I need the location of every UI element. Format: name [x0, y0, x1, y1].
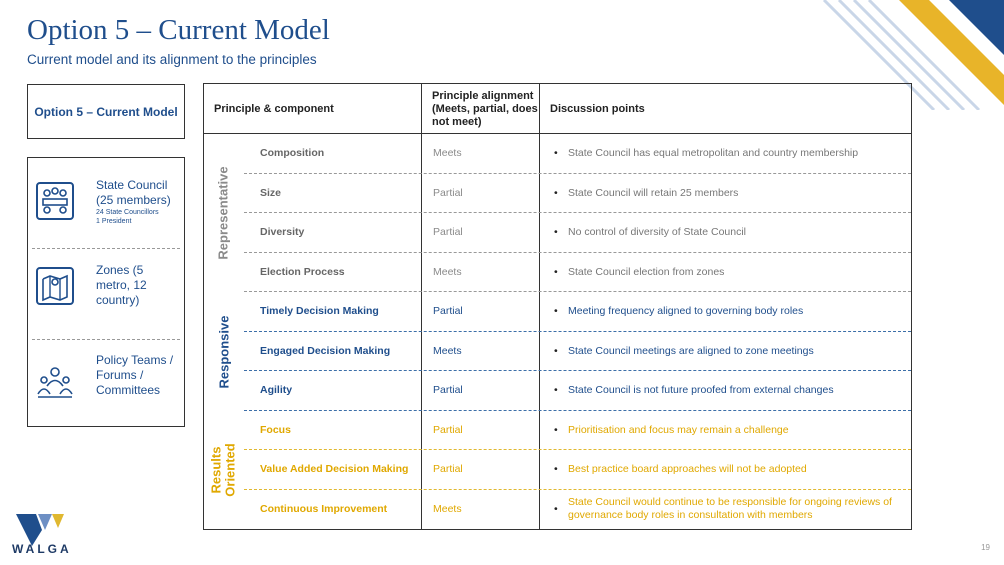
table-row: [244, 371, 911, 411]
page-title: Option 5 – Current Model: [27, 14, 330, 46]
cell-discussion: • State Council will retain 25 members: [550, 174, 910, 214]
cell-component: Continuous Improvement: [260, 502, 388, 515]
council-text: [96, 178, 180, 226]
teams-title: Policy Teams / Forums / Committees: [96, 353, 174, 397]
table-row: [244, 134, 911, 174]
header-component: Principle & component: [214, 102, 334, 115]
council-sub1: 24 State Councillors: [96, 209, 159, 216]
principles-table: [203, 83, 912, 530]
cell-alignment: Partial: [433, 463, 463, 476]
cell-component: Timely Decision Making: [260, 305, 379, 318]
cell-alignment: Partial: [433, 384, 463, 397]
table-header: [204, 84, 911, 134]
structure-panel: [27, 157, 185, 427]
header-discussion: Discussion points: [550, 102, 645, 115]
table-row: [244, 332, 911, 372]
cell-component: Size: [260, 186, 282, 199]
cell-alignment: Meets: [433, 502, 462, 515]
cell-component: Diversity: [260, 226, 305, 239]
cell-component: Agility: [260, 384, 293, 397]
council-section: [28, 158, 184, 248]
table-row: [244, 411, 911, 451]
cell-discussion: • Prioritisation and focus may remain a challenge: [550, 411, 910, 451]
page-number: 19: [981, 543, 990, 552]
cell-discussion: • State Council would continue to be responsible for ongoing reviews of governance body roles in consultation with members: [550, 490, 910, 530]
cell-component: Focus: [260, 423, 291, 436]
council-title: State Council (25 members): [96, 178, 171, 207]
header-alignment: Principle alignment (Meets, partial, does not meet): [432, 89, 538, 128]
cell-discussion: • Meeting frequency aligned to governing body roles: [550, 292, 910, 332]
table-row: [244, 490, 911, 530]
cell-alignment: Partial: [433, 226, 463, 239]
group-results-oriented: Results Oriented: [209, 443, 239, 497]
group-responsive: Responsive: [216, 315, 232, 388]
cell-discussion: • No control of diversity of State Council: [550, 213, 910, 253]
cell-component: Engaged Decision Making: [260, 344, 391, 357]
cell-discussion: • State Council is not future proofed from external changes: [550, 371, 910, 411]
cell-component: Election Process: [260, 265, 345, 278]
cell-component: Value Added Decision Making: [260, 463, 409, 476]
cell-alignment: Partial: [433, 423, 463, 436]
page-subtitle: Current model and its alignment to the principles: [27, 52, 317, 67]
council-meeting-icon: [36, 182, 74, 220]
map-pin-icon: [36, 267, 74, 305]
teams-section: [28, 340, 184, 426]
walga-logo-text: WALGA: [12, 542, 72, 556]
cell-alignment: Meets: [433, 147, 462, 160]
cell-discussion: • Best practice board approaches will not be adopted: [550, 450, 910, 490]
table-row: [244, 292, 911, 332]
cell-alignment: Meets: [433, 265, 462, 278]
team-people-icon: [36, 362, 74, 400]
cell-discussion: • State Council election from zones: [550, 253, 910, 293]
table-row: [244, 174, 911, 214]
cell-discussion: • State Council has equal metropolitan and country membership: [550, 134, 910, 174]
cell-discussion: • State Council meetings are aligned to zone meetings: [550, 332, 910, 372]
cell-alignment: Partial: [433, 186, 463, 199]
cell-component: Composition: [260, 147, 325, 160]
zones-title: Zones (5 metro, 12 country): [96, 263, 147, 307]
table-row: [244, 253, 911, 293]
cell-alignment: Partial: [433, 305, 463, 318]
table-row: [244, 213, 911, 253]
cell-alignment: Meets: [433, 344, 462, 357]
council-sub2: 1 President: [96, 218, 132, 225]
zones-section: [28, 249, 184, 339]
group-representative: Representative: [216, 166, 231, 260]
table-row: [244, 450, 911, 490]
option-label-box: Option 5 – Current Model: [27, 84, 185, 139]
